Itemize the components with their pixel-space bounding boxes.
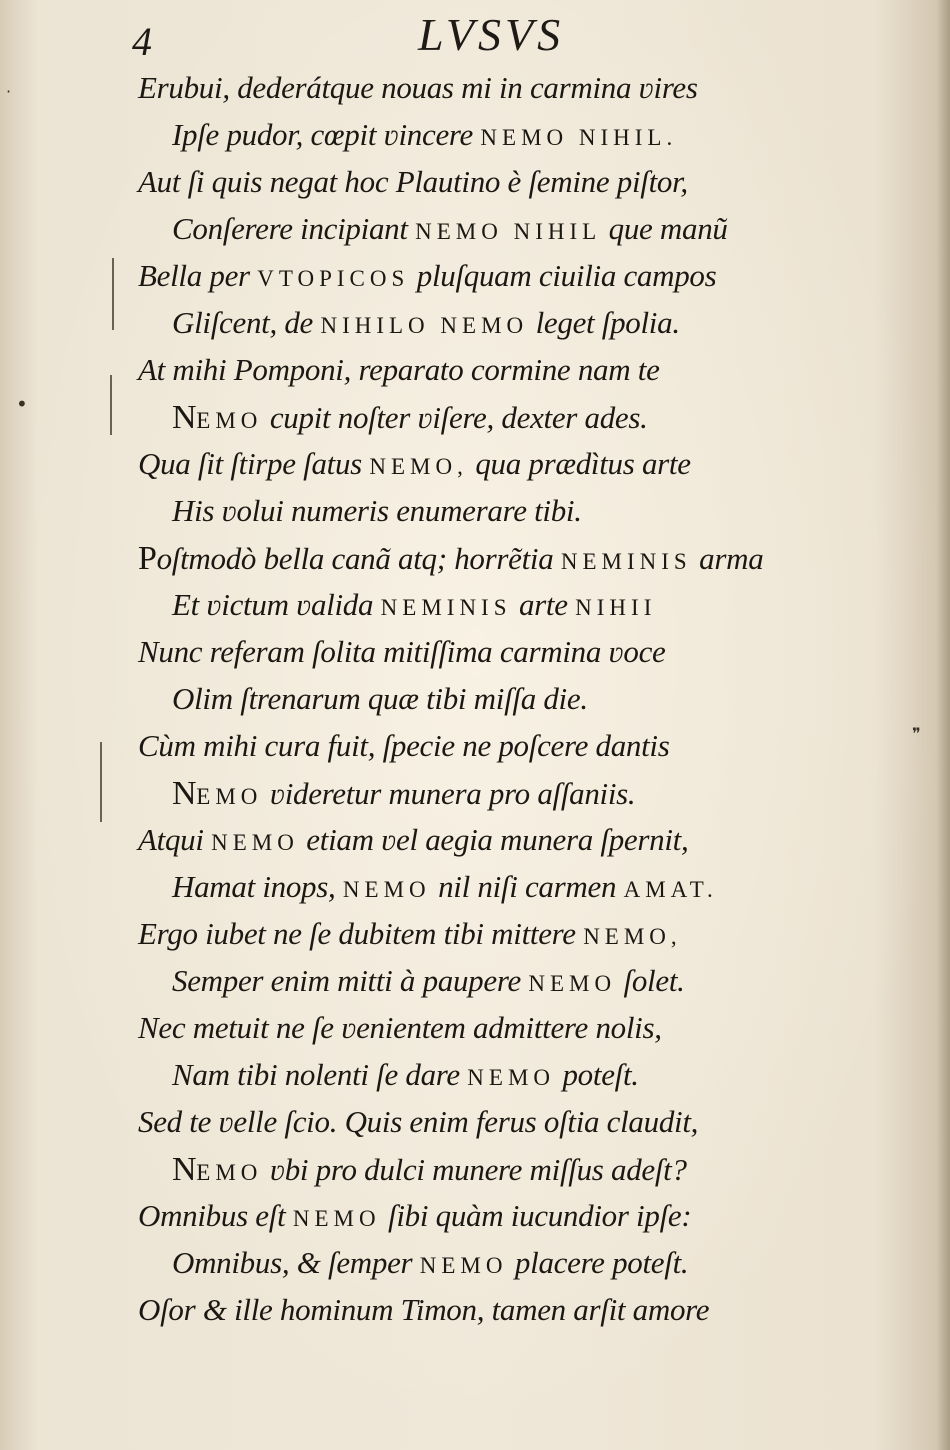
verse-text: Atqui (138, 822, 212, 857)
initial-capital: N (172, 1151, 197, 1188)
verse-text: Gliſcent, de (172, 305, 321, 340)
verse-line (138, 446, 691, 482)
verse-line (138, 1292, 709, 1328)
verse-text: Cùm mihi cura fuit, ſpecie ne poſcere dantis (138, 728, 670, 763)
verse-line (172, 211, 728, 247)
verse-text: Nam tibi nolenti ſe dare (172, 1057, 468, 1092)
verse-line (172, 587, 656, 623)
verse-line (138, 916, 682, 952)
verse-text: qua prædìtus arte (467, 446, 691, 481)
verse-text: Semper enim mitti à paupere (172, 963, 529, 998)
verse-text: Ergo iubet ne ſe dubitem tibi mittere (138, 916, 584, 951)
verse-text: Erubui, dederátque nouas mi in carmina ʋires (138, 70, 698, 105)
margin-bracket-lower (100, 742, 102, 822)
small-caps-word: NEMO (467, 1065, 556, 1090)
verse-text: Aut ſi quis negat hoc Plautino è ſemine piſtor, (138, 164, 688, 199)
small-caps-word: NEMO NIHIL. (480, 125, 678, 150)
small-caps-word: NIHII (575, 595, 657, 620)
verse-text: At mihi Pomponi, reparato cormine nam te (138, 352, 660, 387)
verse-text: cupit noſter ʋiſere, dexter ades. (262, 400, 648, 435)
small-caps-word: NEMO (419, 1253, 508, 1278)
verse-text: que manũ (601, 211, 728, 246)
margin-bracket-middle (110, 375, 112, 435)
verse-text: Omnibus eſt (138, 1198, 293, 1233)
verse-text: Ipſe pudor, cœpit ʋincere (172, 117, 481, 152)
verse-text: Nunc referam ſolita mitiſſima carmina ʋoce (138, 634, 666, 669)
verse-line (138, 822, 688, 858)
verse-text: nil niſi carmen (430, 869, 624, 904)
verse-text: Hamat inops, (172, 869, 343, 904)
verse-text: oſtmodò bella canã atq; horrẽtia (156, 541, 561, 576)
verse-line (138, 1104, 698, 1140)
small-caps-word: EMO (196, 408, 263, 433)
small-caps-word: NEMO (528, 971, 617, 996)
verse-text: Omnibus, & ſemper (172, 1245, 420, 1280)
small-caps-word: NEMO (211, 830, 299, 855)
verse-text: Olim ſtrenarum quæ tibi miſſa die. (172, 681, 588, 716)
verse-text: Qua ſit ſtirpe ſatus (138, 446, 370, 481)
verse-text: Nec metuit ne ſe ʋenientem admittere nolis, (138, 1010, 662, 1045)
verse-text: leget ſpolia. (528, 305, 680, 340)
initial-capital: N (172, 775, 197, 812)
verse-line (172, 775, 635, 813)
verse-line (138, 728, 670, 764)
verse-line (172, 117, 677, 153)
small-caps-word: EMO (196, 1160, 263, 1185)
verse-line (138, 164, 688, 200)
small-caps-word: NEMINIS (380, 595, 512, 620)
small-caps-word: NEMO, (583, 924, 682, 949)
verse-text: Et ʋictum ʋalida (172, 587, 381, 622)
initial-capital: P (138, 540, 157, 577)
verse-text: Conſerere incipiant (172, 211, 416, 246)
margin-mark-right: ❞ (912, 724, 921, 743)
small-caps-word: NEMO (292, 1206, 381, 1231)
page-number: 4 (132, 19, 152, 64)
verse-line (172, 869, 718, 905)
verse-text: ſibi quàm iucundior ipſe: (380, 1198, 692, 1233)
verse-text: Sed te ʋelle ſcio. Quis enim ferus oſtia claudit, (138, 1104, 699, 1139)
verse-line (172, 305, 680, 341)
verse-text: etiam ʋel aegia munera ſpernit, (298, 822, 689, 857)
verse-line (172, 1245, 688, 1281)
verse-text: pluſquam ciuilia campos (409, 258, 717, 293)
small-caps-word: NIHILO NEMO (320, 313, 529, 338)
verse-line (172, 963, 685, 999)
small-caps-word: EMO (196, 784, 263, 809)
small-caps-word: AMAT. (623, 877, 718, 902)
verse-line (172, 399, 648, 437)
verse-text: ſolet. (616, 963, 685, 998)
verse-text: ʋbi pro dulci munere miſſus adeſt? (262, 1152, 687, 1187)
verse-line (172, 493, 582, 529)
small-caps-word: NEMO NIHIL (415, 219, 602, 244)
verse-line (172, 1057, 639, 1093)
page-edge-shadow (936, 0, 950, 1450)
verse-line (138, 258, 716, 294)
verse-line (138, 70, 698, 106)
verse-line (138, 1010, 662, 1046)
verse-line (138, 352, 660, 388)
running-head: LVSVS (418, 9, 565, 60)
small-caps-word: NEMO (342, 877, 431, 902)
verse-text: arte (511, 587, 576, 622)
verse-text: placere poteſt. (507, 1245, 689, 1280)
margin-dot: • (16, 392, 28, 416)
margin-bracket-upper (112, 258, 114, 330)
verse-text: poteſt. (555, 1057, 639, 1092)
small-caps-word: VTOPICOS (257, 266, 410, 291)
verse-line (138, 634, 666, 670)
verse-line (172, 681, 588, 717)
verse-text: Oſor & ille hominum Timon, tamen arſit amore (138, 1292, 710, 1327)
verse-text: His ʋolui numeris enumerare tibi. (172, 493, 582, 528)
verse-line (138, 540, 763, 578)
small-caps-word: NEMINIS (560, 549, 692, 574)
verse-line (172, 1151, 687, 1189)
initial-capital: N (172, 399, 197, 436)
verse-text: Bella per (138, 258, 258, 293)
verse-line (138, 1198, 691, 1234)
verse-text: arma (691, 541, 764, 576)
small-caps-word: NEMO, (369, 454, 468, 479)
verse-text: ʋideretur munera pro aſſaniis. (262, 776, 636, 811)
margin-mark-top: · (6, 82, 12, 101)
